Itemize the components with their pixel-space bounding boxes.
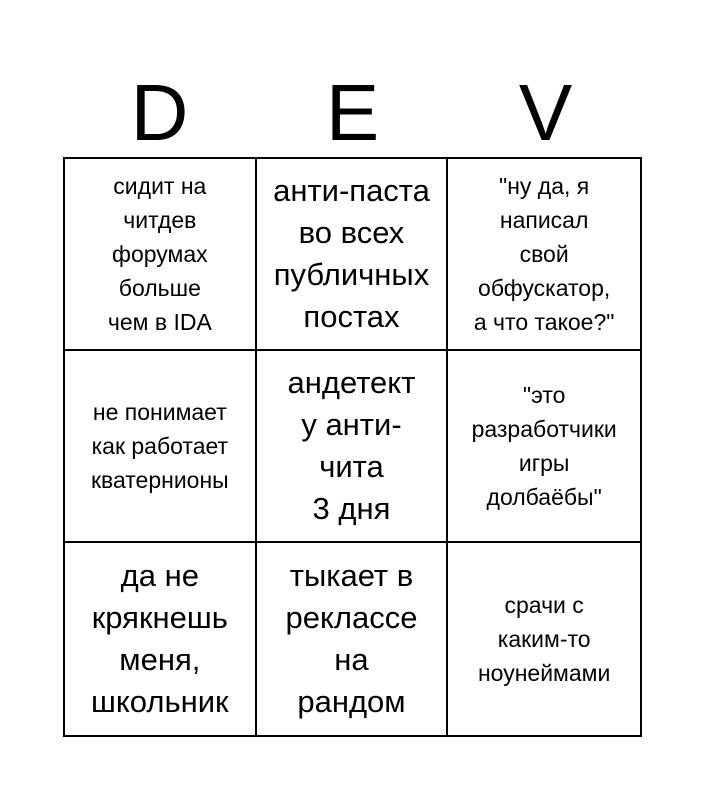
- bingo-cell[interactable]: тыкает в реклассе на рандом: [257, 543, 449, 735]
- bingo-cell[interactable]: анти-паста во всех публичных постах: [257, 159, 449, 351]
- bingo-cell[interactable]: да не крякнешь меня, школьник: [65, 543, 257, 735]
- header-letter-d: D: [130, 68, 189, 157]
- bingo-header: [63, 68, 642, 158]
- header-letter-e: E: [325, 68, 380, 157]
- bingo-cell[interactable]: срачи с каким-то ноунеймами: [477, 592, 611, 686]
- bingo-cell[interactable]: не понимает как работает кватернионы: [65, 351, 257, 543]
- header-letter-v: V: [518, 68, 573, 157]
- bingo-cell[interactable]: андетект у анти- чита 3 дня: [257, 351, 449, 543]
- bingo-cell[interactable]: "ну да, я написал свой обфускатор, а что такое?": [448, 159, 640, 351]
- bingo-cell[interactable]: сидит на читдев форумах больше чем в IDA: [65, 159, 257, 351]
- bingo-board: [63, 157, 642, 737]
- bingo-cell[interactable]: "это разработчики игры долбаёбы": [448, 351, 640, 543]
